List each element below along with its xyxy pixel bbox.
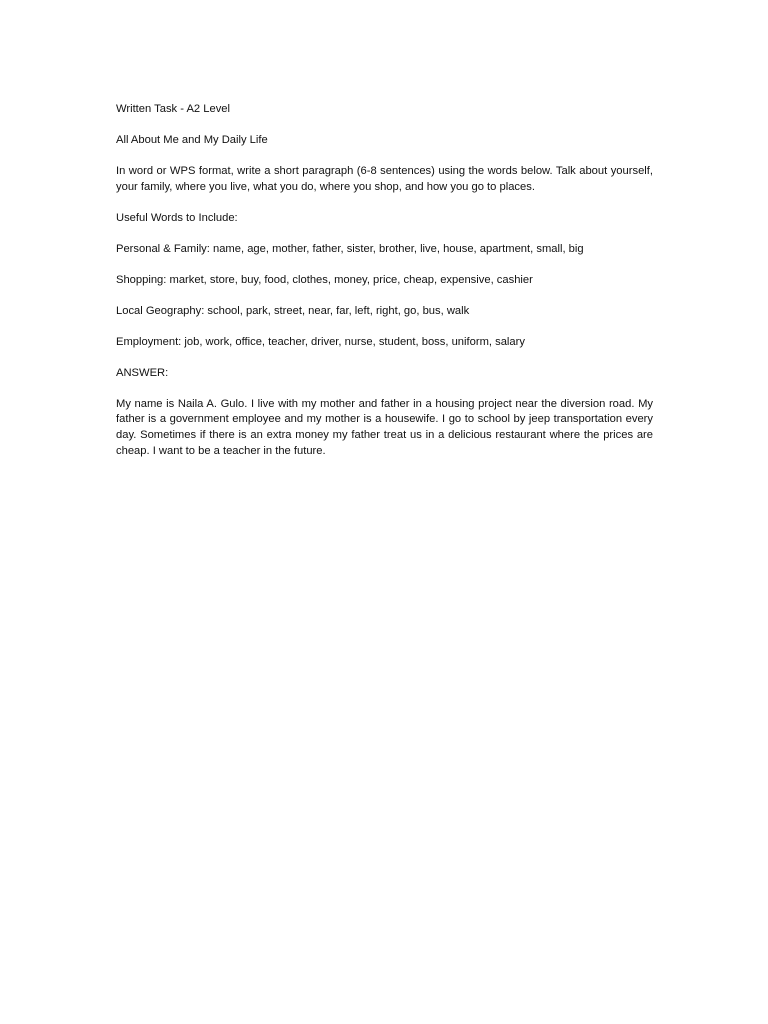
- answer-heading: ANSWER:: [116, 366, 169, 379]
- document-body: [116, 102, 653, 475]
- task-title: Written Task - A2 Level: [116, 103, 230, 115]
- word-list-shopping: Shopping: market, store, buy, food, clothes, money, price, cheap, expensive, cashier: [116, 273, 533, 286]
- word-list-local-geography: Local Geography: school, park, street, near, far, left, right, go, bus, walk: [116, 304, 470, 317]
- useful-words-heading: Useful Words to Include:: [116, 211, 238, 224]
- word-list-employment: Employment: job, work, office, teacher, driver, nurse, student, boss, uniform, salary: [116, 335, 525, 348]
- answer-paragraph: My name is Naila A. Gulo. I live with my mother and father in a housing project near the diversion road. My father is a government employee and my mother is a housewife. I go to school by jeep transportation every day. Sometimes if there is an extra money my father treat us in a delicious restaurant where the prices are cheap. I want to be a teacher in the future.: [116, 397, 653, 457]
- word-list-personal-family: Personal & Family: name, age, mother, father, sister, brother, live, house, apartment, small, big: [116, 242, 584, 255]
- instructions-paragraph: In word or WPS format, write a short paragraph (6-8 sentences) using the words below. Talk about yourself, your family, where you live, what you do, where you shop, and how you go to places.: [116, 165, 653, 193]
- document-subtitle: All About Me and My Daily Life: [116, 134, 268, 146]
